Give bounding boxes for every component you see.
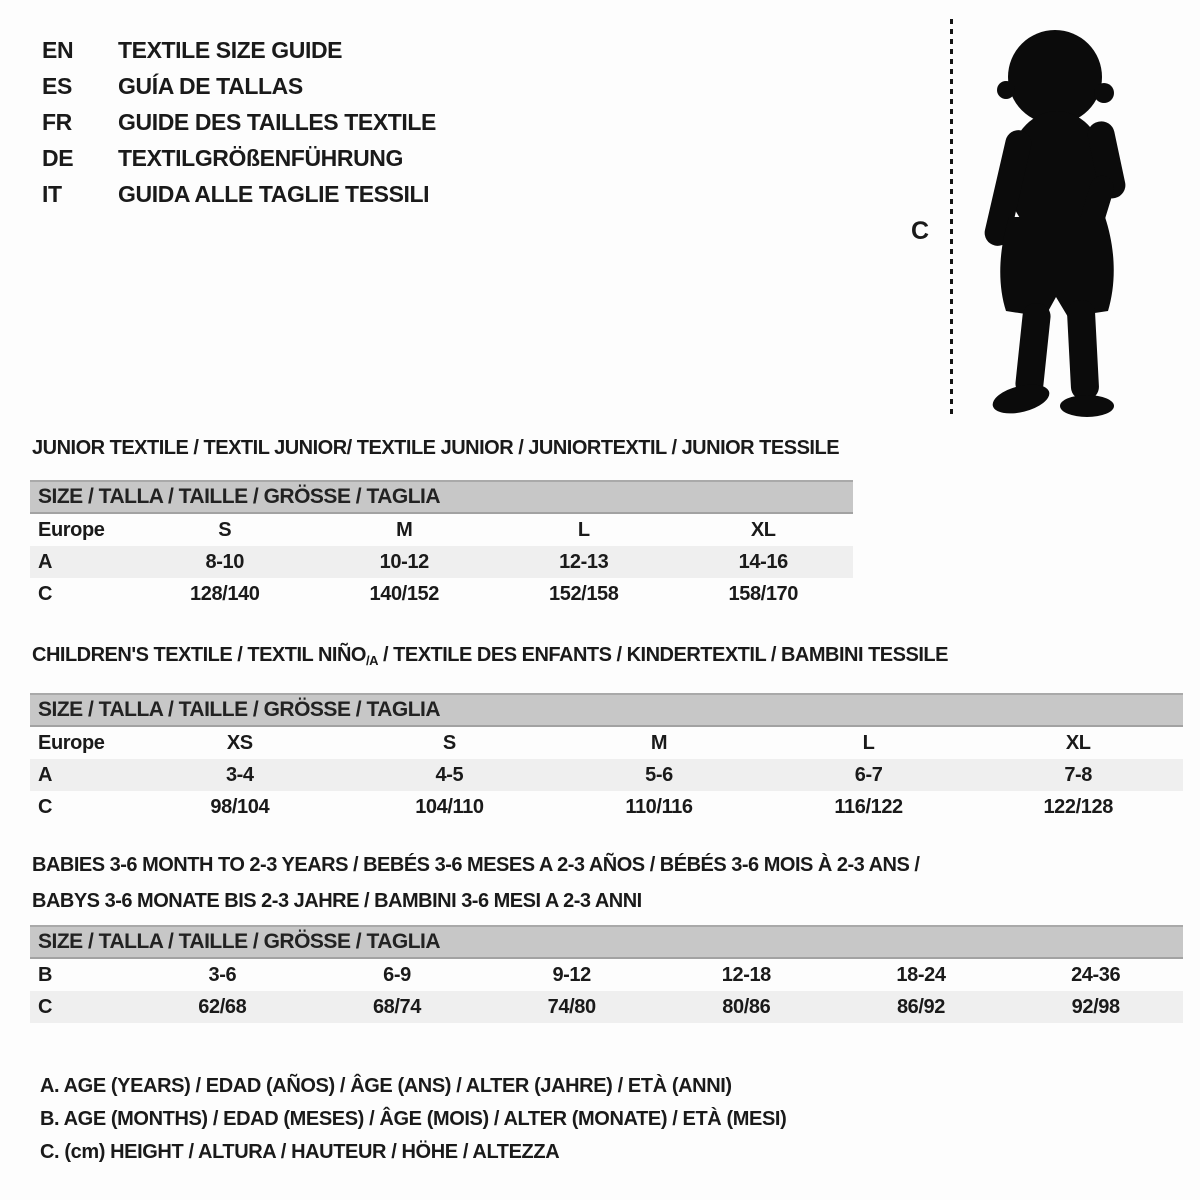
- size-cell-value: S: [218, 518, 232, 541]
- size-header-label: SIZE / TALLA / TAILLE / GRÖSSE / TAGLIA: [38, 698, 441, 721]
- table-row: [30, 514, 853, 546]
- size-cell-value: 128/140: [190, 582, 260, 605]
- size-cell-value: 152/158: [549, 582, 619, 605]
- size-cell-value: 10-12: [379, 550, 429, 573]
- table-row: [30, 791, 1183, 823]
- language-title-list: [42, 32, 436, 212]
- size-cell-value: 104/110: [415, 795, 484, 818]
- size-header-label: SIZE / TALLA / TAILLE / GRÖSSE / TAGLIA: [38, 485, 441, 508]
- language-code: EN: [42, 36, 74, 63]
- size-cell-value: 6-9: [383, 963, 411, 986]
- size-cell-value: 98/104: [210, 795, 270, 818]
- size-cell-value: 68/74: [372, 995, 422, 1018]
- size-cell-value: L: [862, 731, 875, 754]
- table-row: [30, 759, 1183, 791]
- footnote-c: C. (cm) HEIGHT / ALTURA / HAUTEUR / HÖHE / ALTEZZA: [40, 1141, 560, 1163]
- row-label: A: [38, 550, 53, 573]
- language-code: DE: [42, 144, 74, 171]
- size-cell-value: 7-8: [1064, 763, 1093, 786]
- babies-size-table: [30, 959, 1183, 1023]
- heading-subscript: /A: [365, 653, 378, 668]
- row-label: Europe: [38, 731, 105, 754]
- size-cell-value: 158/170: [728, 582, 798, 605]
- section-heading: [30, 847, 1183, 919]
- size-cell-value: 18-24: [896, 963, 946, 986]
- height-measure-figure: [905, 15, 1175, 425]
- guide-title: GUIDE DES TAILLES TEXTILE: [118, 108, 436, 135]
- toddler-silhouette-icon: [963, 17, 1153, 417]
- size-cell-value: 6-7: [854, 763, 883, 786]
- row-label: A: [38, 763, 53, 786]
- table-row: [30, 578, 853, 610]
- size-cell-value: 9-12: [552, 963, 591, 986]
- size-cell-value: XL: [750, 518, 776, 541]
- row-label: C: [38, 582, 53, 605]
- size-cell-value: S: [442, 731, 456, 754]
- measure-c-label: C: [911, 217, 930, 245]
- size-cell-value: XL: [1065, 731, 1091, 754]
- guide-title: GUIDA ALLE TAGLIE TESSILI: [118, 180, 430, 207]
- footnote-b: B. AGE (MONTHS) / EDAD (MESES) / ÂGE (MOIS) / ALTER (MONATE) / ETÀ (MESI): [40, 1108, 787, 1130]
- row-label: C: [38, 995, 53, 1018]
- table-row: [30, 991, 1183, 1023]
- guide-title: TEXTILGRÖßENFÜHRUNG: [118, 144, 403, 171]
- language-code: IT: [42, 180, 62, 207]
- size-cell-value: 12-13: [559, 550, 609, 573]
- table-row: [30, 546, 853, 578]
- heading-part: / TEXTILE DES ENFANTS / KINDERTEXTIL / BAMBINI TESSILE: [377, 644, 948, 666]
- size-cell-value: M: [650, 731, 668, 754]
- size-cell-value: 62/68: [198, 995, 247, 1018]
- size-header-bar: [30, 693, 1183, 727]
- size-cell-value: 74/80: [547, 995, 596, 1018]
- size-cell-value: 80/86: [722, 995, 771, 1018]
- footnote-a: A. AGE (YEARS) / EDAD (AÑOS) / ÂGE (ANS) / ALTER (JAHRE) / ETÀ (ANNI): [40, 1075, 732, 1097]
- section-children-textile: [30, 644, 1183, 823]
- size-cell-value: 5-6: [645, 763, 673, 786]
- section-babies-textile: [30, 847, 1183, 1023]
- size-cell-value: XS: [226, 731, 253, 754]
- size-header-bar: [30, 480, 853, 514]
- language-row: [42, 68, 436, 104]
- children-size-table: [30, 727, 1183, 823]
- table-row: [30, 727, 1183, 759]
- size-cell-value: 122/128: [1043, 795, 1113, 818]
- size-cell-value: 116/122: [834, 795, 903, 818]
- section-junior-textile: [30, 437, 853, 610]
- size-cell-value: 24-36: [1071, 963, 1121, 986]
- language-row: [42, 176, 436, 212]
- section-heading: [32, 644, 1183, 672]
- language-code: ES: [42, 72, 72, 99]
- size-cell-value: 110/116: [625, 795, 693, 818]
- size-cell-value: 140/152: [369, 582, 439, 605]
- section-heading: JUNIOR TEXTILE / TEXTIL JUNIOR/ TEXTILE JUNIOR / JUNIORTEXTIL / JUNIOR TESSILE: [32, 437, 840, 459]
- row-label: B: [38, 963, 53, 986]
- size-cell-value: 14-16: [738, 550, 788, 573]
- size-cell-value: 12-18: [721, 963, 771, 986]
- size-cell-value: L: [577, 518, 590, 541]
- row-label: Europe: [38, 518, 105, 541]
- size-cell-value: 3-6: [208, 963, 237, 986]
- heading-line: BABYS 3-6 MONATE BIS 2-3 JAHRE / BAMBINI 3-6 MESI A 2-3 ANNI: [32, 890, 642, 912]
- size-cell-value: 8-10: [205, 550, 244, 573]
- heading-line: BABIES 3-6 MONTH TO 2-3 YEARS / BEBÉS 3-6 MESES A 2-3 AÑOS / BÉBÉS 3-6 MOIS À 2-3 ANS /: [32, 854, 920, 876]
- heading-part: CHILDREN'S TEXTILE / TEXTIL NIÑO: [32, 644, 366, 666]
- language-row: [42, 32, 436, 68]
- language-row: [42, 140, 436, 176]
- size-cell-value: M: [396, 518, 413, 541]
- language-row: [42, 104, 436, 140]
- size-cell-value: 92/98: [1071, 995, 1120, 1018]
- guide-title: GUÍA DE TALLAS: [118, 72, 303, 99]
- size-header-label: SIZE / TALLA / TAILLE / GRÖSSE / TAGLIA: [38, 930, 441, 953]
- junior-size-table: [30, 514, 853, 610]
- guide-title: TEXTILE SIZE GUIDE: [118, 36, 343, 63]
- size-cell-value: 3-4: [225, 763, 254, 786]
- size-header-bar: [30, 925, 1183, 959]
- size-cell-value: 4-5: [435, 763, 464, 786]
- table-row: [30, 959, 1183, 991]
- size-cell-value: 86/92: [896, 995, 946, 1018]
- language-code: FR: [42, 108, 72, 135]
- height-measure-line: [950, 19, 953, 416]
- footnote-legend: [40, 1070, 786, 1169]
- row-label: C: [38, 795, 53, 818]
